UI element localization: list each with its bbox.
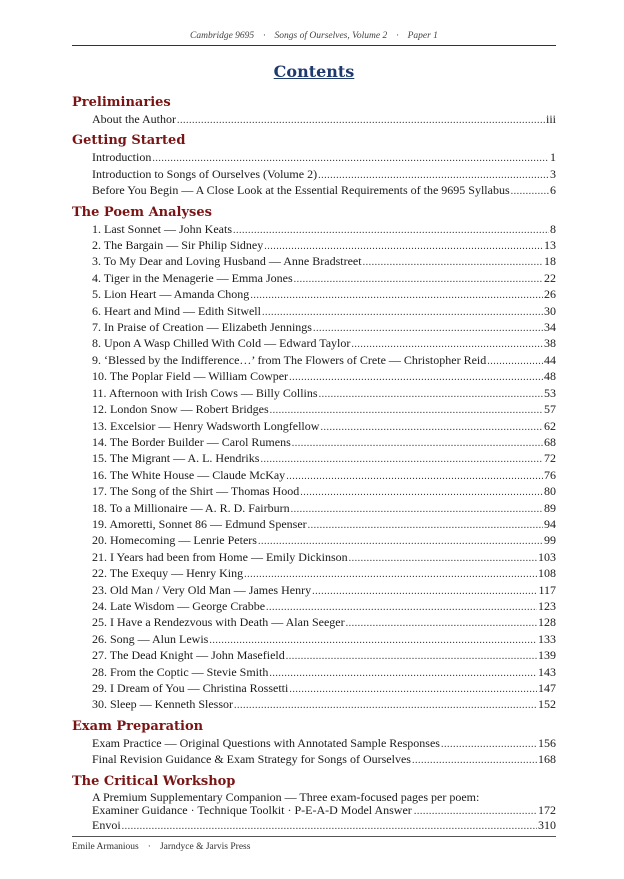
toc-entry-title: 17. The Song of the Shirt — Thomas Hood [92,484,300,499]
toc-entry-title: About the Author [92,112,176,126]
toc-entry-title: 28. From the Coptic — Stevie Smith [92,664,269,679]
toc-entry-page: 1 [550,150,556,165]
toc-entry-page: 156 [538,735,556,750]
toc-entry-page: 3 [550,166,556,181]
dot-leader [412,753,537,768]
dot-leader [260,452,543,467]
dot-leader [286,649,537,664]
toc-entry-page: 48 [544,369,556,384]
header-book: Songs of Ourselves, Volume 2 [274,31,388,41]
toc-entry-title: 8. Upon A Wasp Chilled With Cold — Edward Taylor [92,336,351,351]
page-title: Contents [273,62,355,81]
toc-entry-title: 23. Old Man / Very Old Man — James Henry [92,582,312,597]
toc-entry-page: 8 [550,221,556,236]
toc-entry[interactable] [92,791,556,818]
toc-entry-page: 143 [538,664,556,679]
toc-entry-title: Final Revision Guidance & Exam Strategy for Songs of Ourselves [92,752,411,767]
toc-entry-page: 168 [538,752,556,767]
toc-entry-title: 22. The Exequy — Henry King [92,566,244,581]
toc-entry-page: 99 [544,533,556,548]
toc-entry[interactable] [92,697,556,713]
toc-entry[interactable] [92,150,556,166]
toc-entry-title: Envoi [92,817,121,832]
dot-leader [320,420,543,435]
dot-leader [244,567,537,582]
section-heading: The Critical Workshop [72,773,236,789]
toc-entry-page: 103 [538,549,556,564]
dot-leader [233,223,549,238]
toc-entry[interactable] [92,320,556,336]
toc-entry[interactable] [92,419,556,435]
toc-entry[interactable] [92,386,556,402]
toc-entry-title: 9. ‘Blessed by the Indifference…’ from The Flowers of Crete — Christopher Reid [92,352,487,367]
toc-entry-title: 1. Last Sonnet — John Keats [92,221,232,236]
toc-entry-title: 10. The Poplar Field — William Cowper [92,369,289,384]
toc-entry-title: 24. Late Wisdom — George Crabbe [92,598,266,613]
toc-entry[interactable] [92,736,556,752]
toc-entry-page: 44 [544,352,556,367]
toc-entry-page: 34 [544,320,556,335]
section-heading: Getting Started [72,133,186,149]
dot-leader [351,337,543,352]
toc-entry-page: 76 [544,467,556,482]
toc-entry[interactable] [92,632,556,648]
dot-leader [292,436,543,451]
section-heading: Preliminaries [72,95,171,110]
toc-entry-page: 108 [538,566,556,581]
toc-entry-page: 18 [544,254,556,269]
toc-entry[interactable] [92,369,556,385]
toc-entry-title: Introduction [92,150,152,165]
toc-entry[interactable] [92,615,556,631]
toc-entry-page: 30 [544,303,556,318]
dot-leader [318,168,549,183]
toc-entry[interactable] [92,167,556,183]
header-rule [72,45,556,46]
toc-entry-title: 14. The Border Builder — Carol Rumens [92,434,291,449]
header-separator: · [263,31,266,41]
dot-leader [270,403,543,418]
dot-leader [313,321,543,336]
toc-entry-title: 20. Homecoming — Lenrie Peters [92,533,257,548]
toc-entry-page: 133 [538,631,556,646]
toc-entry-title-line2: Examiner Guidance · Technique Toolkit · P-E-A-D Model Answer [92,802,412,817]
footer-publisher: Jarndyce & Jarvis Press [159,842,251,852]
dot-leader [319,387,543,402]
toc-entry-title: 27. The Dead Knight — John Masefield [92,648,285,663]
toc-entry[interactable] [92,435,556,451]
dot-leader [209,633,537,648]
toc-entry-title: 2. The Bargain — Sir Philip Sidney [92,238,264,253]
toc-entry-title: 3. To My Dear and Loving Husband — Anne Bradstreet [92,254,362,269]
toc-entry[interactable] [92,517,556,533]
toc-entry-page: 6 [550,183,556,198]
toc-entry-page: 94 [544,516,556,531]
running-footer [72,842,250,852]
toc-entry-page: 123 [538,598,556,613]
table-of-contents [72,90,556,834]
toc-entry[interactable] [92,665,556,681]
toc-entry[interactable] [92,254,556,270]
toc-entry[interactable] [92,287,556,303]
toc-entry-page: 139 [538,648,556,663]
running-header [72,31,556,41]
toc-entry[interactable] [92,468,556,484]
toc-entry[interactable] [92,112,556,128]
toc-entry-title: 21. I Years had been from Home — Emily Dickinson [92,549,348,564]
toc-entry-title: 16. The White House — Claude McKay [92,467,286,482]
dot-leader [177,113,545,128]
footer-author: Emile Armanious [72,842,139,852]
toc-entry-page: 22 [544,270,556,285]
toc-entry-title: 7. In Praise of Creation — Elizabeth Jennings [92,320,312,335]
dot-leader [122,819,537,834]
dot-leader [269,666,537,681]
toc-entry-title: Before You Begin — A Close Look at the Essential Requirements of the 9695 Syllabus [92,183,510,198]
toc-entry-title: Exam Practice — Original Questions with Annotated Sample Responses [92,735,440,750]
toc-entry-title: 11. Afternoon with Irish Cows — Billy Collins [92,385,318,400]
toc-entry-title: 15. The Migrant — A. L. Hendriks [92,451,260,466]
toc-entry[interactable] [92,222,556,238]
toc-entry-page: 72 [544,451,556,466]
dot-leader [346,616,537,631]
footer-separator: · [147,842,151,852]
toc-entry[interactable] [92,402,556,418]
toc-entry[interactable] [92,566,556,582]
dot-leader [312,584,537,599]
dot-leader [266,600,537,615]
dot-leader [294,272,543,287]
toc-entry[interactable] [92,484,556,500]
dot-leader [308,518,543,533]
toc-entry[interactable] [92,599,556,615]
toc-entry[interactable] [92,648,556,664]
toc-entry[interactable] [92,353,556,369]
toc-entry[interactable] [92,336,556,352]
toc-entry-title: 12. London Snow — Robert Bridges [92,402,269,417]
toc-entry-title: 25. I Have a Rendezvous with Death — Alan Seeger [92,615,345,630]
toc-entry[interactable] [92,752,556,768]
toc-entry-page: 26 [544,287,556,302]
section-heading: Exam Preparation [72,718,204,734]
section-heading: The Poem Analyses [72,204,212,220]
toc-entry[interactable] [92,818,556,834]
dot-leader [289,370,543,385]
dot-leader [511,184,549,199]
toc-entry-title: 4. Tiger in the Menagerie — Emma Jones [92,270,293,285]
footer-rule [72,836,556,837]
toc-entry-page: 53 [544,385,556,400]
dot-leader [300,485,543,500]
dot-leader [286,469,543,484]
toc-entry-page: 38 [544,336,556,351]
toc-entry-title: 6. Heart and Mind — Edith Sitwell [92,303,261,318]
dot-leader [487,354,543,369]
toc-entry-page: 13 [544,238,556,253]
toc-entry-page: 172 [538,802,556,817]
toc-entry[interactable] [92,550,556,566]
toc-entry-title-line1: A Premium Supplementary Companion — Three exam-focused pages per poem: [92,789,480,804]
toc-entry[interactable] [92,451,556,467]
dot-leader [234,698,537,713]
toc-entry-page: 68 [544,434,556,449]
toc-entry-title: Introduction to Songs of Ourselves (Volume 2) [92,166,318,181]
toc-entry[interactable] [92,238,556,254]
dot-leader [349,551,537,566]
toc-entry[interactable] [92,271,556,287]
toc-entry-title: 13. Excelsior — Henry Wadsworth Longfellow [92,418,320,433]
toc-entry[interactable] [92,533,556,549]
toc-entry[interactable] [92,304,556,320]
dot-leader [258,534,543,549]
toc-entry-page: 152 [538,697,556,712]
toc-entry-page: 117 [538,582,556,597]
dot-leader [289,682,537,697]
dot-leader [250,288,543,303]
toc-entry-title: 26. Song — Alun Lewis [92,631,209,646]
toc-entry[interactable] [92,681,556,697]
toc-entry-title: 18. To a Millionaire — A. R. D. Fairburn [92,500,290,515]
toc-entry-page: 310 [538,817,556,832]
dot-leader [262,305,543,320]
toc-entry-page: 128 [538,615,556,630]
toc-entry-title: 19. Amoretti, Sonnet 86 — Edmund Spenser [92,516,307,531]
header-course: Cambridge 9695 [190,31,255,41]
toc-entry-page: 80 [544,484,556,499]
toc-entry-page: 89 [544,500,556,515]
header-paper: Paper 1 [407,31,438,41]
dot-leader [291,502,543,517]
toc-entry[interactable] [92,583,556,599]
header-separator: · [396,31,399,41]
dot-leader [414,805,536,818]
toc-entry-title: 30. Sleep — Kenneth Slessor [92,697,233,712]
toc-entry-page: 62 [544,418,556,433]
dot-leader [363,255,543,270]
toc-entry[interactable] [92,501,556,517]
toc-entry-page: iii [545,112,556,126]
toc-entry[interactable] [92,183,556,199]
dot-leader [152,151,549,166]
toc-entry-page: 147 [538,681,556,695]
toc-entry-title: 5. Lion Heart — Amanda Chong [92,287,250,302]
toc-entry-page: 57 [544,402,556,417]
dot-leader [441,737,537,752]
toc-entry-title: 29. I Dream of You — Christina Rossetti [92,681,289,695]
dot-leader [264,239,543,254]
